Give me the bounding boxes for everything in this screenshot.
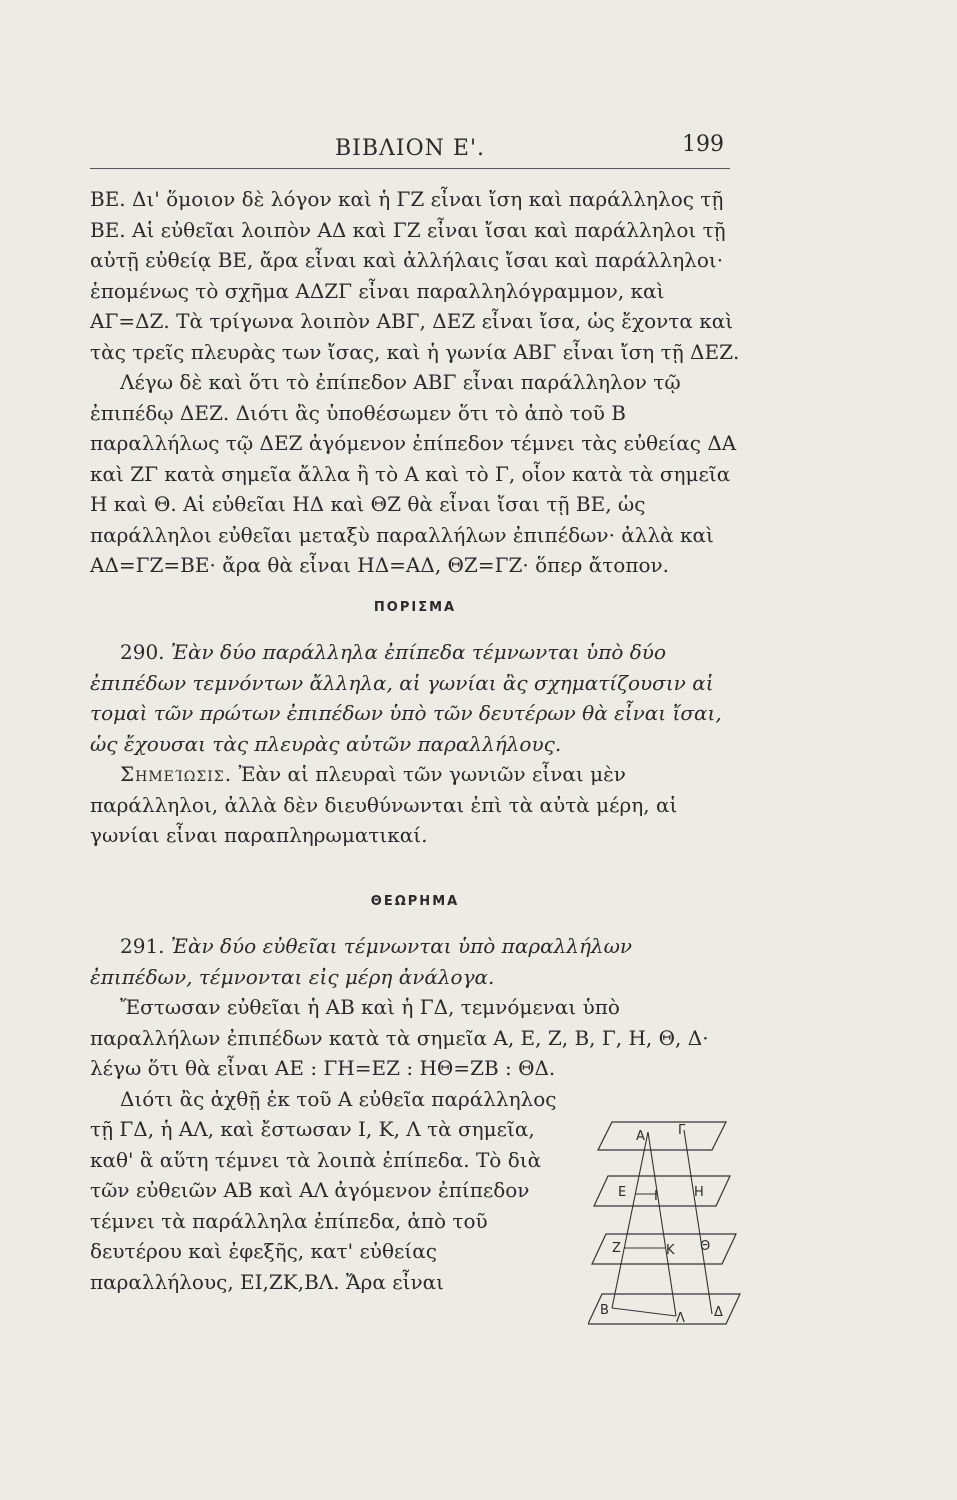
proposition-number-290: 290.	[120, 640, 165, 664]
label-D: Δ	[714, 1305, 723, 1320]
note	[90, 759, 740, 851]
paragraph-3: Ἔστωσαν εὐθεῖαι ἡ ΑΒ καὶ ἡ ΓΔ, τεμνόμεναι ὑπὸ παραλλήλων ἐπιπέδων κατὰ τὰ σημεῖα Α, Ε, Ζ, Β, Γ, Η, Θ, Δ· λέγω ὅτι θὰ εἶναι ΑΕ : ΓΗ=ΕΖ : ΗΘ=ΖΒ : ΘΔ.	[90, 995, 709, 1080]
proposition-291	[90, 931, 740, 992]
label-K: Κ	[666, 1243, 675, 1258]
figure-svg	[588, 1116, 748, 1338]
note-text: Ἐὰν αἱ πλευραὶ τῶν γωνιῶν εἶναι μὲν παράλληλοι, ἀλλὰ δὲν διευθύνωνται ἐπὶ τὰ αὐτὰ μέρη, αἱ γωνίαι εἶναι παραπληρωματικαί.	[90, 762, 678, 847]
heading-theorema: ΘΕΩΡΗΜΑ	[370, 893, 460, 909]
line-GD	[684, 1130, 712, 1314]
label-L: Λ	[676, 1311, 685, 1326]
line-AB	[612, 1132, 648, 1308]
proposition-number-291: 291.	[120, 934, 165, 958]
page-number: 199	[682, 132, 724, 157]
line-BL	[612, 1308, 676, 1316]
proposition-text-290: Ἐὰν δύο παράλληλα ἐπίπεδα τέμνωνται ὑπὸ δύο ἐπιπέδων τεμνόντων ἄλληλα, αἱ γωνίαι ἂς σχηματίζουσιν αἱ τομαὶ τῶν πρώτων ἐπιπέδων ὑπὸ τῶν δευτέρων θὰ εἶναι ἴσαι, ὡς ἔχουσαι τὰς πλευρὰς αὐτῶν παραλλήλους.	[90, 640, 722, 756]
geometric-figure	[588, 1116, 748, 1338]
heading-porisma: ΠΟΡΙΣΜΑ	[373, 599, 457, 615]
line-AL	[648, 1132, 676, 1316]
label-A: Α	[636, 1129, 645, 1144]
plane-2	[594, 1176, 730, 1206]
label-H: Η	[694, 1185, 704, 1200]
label-I: Ι	[654, 1189, 658, 1204]
note-label: Σημείωσις.	[120, 762, 233, 786]
proposition-290	[90, 637, 740, 759]
paragraph-4: Διότι ἂς ἀχθῇ ἐκ τοῦ Α εὐθεῖα παράλληλος τῇ ΓΔ, ἡ ΑΛ, καὶ ἔστωσαν Ι, Κ, Λ τὰ σημεῖα, καθ' ἃ αὕτη τέμνει τὰ λοιπὰ ἐπίπεδα. Τὸ διὰ τῶν εὐθειῶν ΑΒ καὶ ΑΛ ἀγόμενον ἐπίπεδον τέμνει τὰ παράλληλα ἐπίπεδα, ἀπὸ τοῦ δευτέρου καὶ ἐφεξῆς, κατ' εὐθείας παραλλήλους, ΕΙ,ΖΚ,ΒΛ. Ἄρα εἶναι	[90, 1086, 557, 1294]
book-title: ΒΙΒΛΙΟΝ Ε'.	[335, 136, 485, 161]
plane-1	[598, 1122, 726, 1150]
label-Z: Ζ	[612, 1241, 621, 1256]
label-G: Γ	[678, 1123, 686, 1138]
paragraph-1: ΒΕ. Δι' ὅμοιον δὲ λόγον καὶ ἡ ΓΖ εἶναι ἴση καὶ παράλληλος τῇ ΒΕ. Αἱ εὐθεῖαι λοιπὸν ΑΔ καὶ ΓΖ εἶναι ἴσαι καὶ παράλληλοι τῇ αὐτῇ εὐθείᾳ ΒΕ, ἄρα εἶναι καὶ ἀλλήλαις ἴσαι καὶ παράλληλοι· ἑπομένως τὸ σχῆμα ΑΔΖΓ εἶναι παραλληλόγραμμον, καὶ ΑΓ=ΔΖ. Τὰ τρίγωνα λοιπὸν ΑΒΓ, ΔΕΖ εἶναι ἴσα, ὡς ἔχοντα καὶ τὰς τρεῖς πλευρὰς των ἴσας, καὶ ἡ γωνία ΑΒΓ εἶναι ἴση τῇ ΔΕΖ.	[90, 187, 740, 364]
paragraph-2: Λέγω δὲ καὶ ὅτι τὸ ἐπίπεδον ΑΒΓ εἶναι παράλληλον τῷ ἐπιπέδῳ ΔΕΖ. Διότι ἂς ὑποθέσωμεν ὅτι τὸ ἀπὸ τοῦ Β παραλλήλως τῷ ΔΕΖ ἀγόμενον ἐπίπεδον τέμνει τὰς εὐθείας ΔΑ καὶ ΖΓ κατὰ σημεῖα ἄλλα ἢ τὸ Α καὶ τὸ Γ, οἷον κατὰ τὰ σημεῖα Η καὶ Θ. Αἱ εὐθεῖαι ΗΔ καὶ ΘΖ θὰ εἶναι ἴσαι τῇ ΒΕ, ὡς παράλληλοι εὐθεῖαι μεταξὺ παραλλήλων ἐπιπέδων· ἀλλὰ καὶ ΑΔ=ΓΖ=ΒΕ· ἄρα θὰ εἶναι ΗΔ=ΑΔ, ΘΖ=ΓΖ· ὅπερ ἄτοπον.	[90, 370, 737, 577]
proposition-text-291: Ἐὰν δύο εὐθεῖαι τέμνωνται ὑπὸ παραλλήλων ἐπιπέδων, τέμνονται εἰς μέρη ἀνάλογα.	[90, 934, 633, 989]
running-head	[90, 132, 730, 169]
label-E: Ε	[618, 1185, 627, 1200]
label-Th: Θ	[700, 1239, 711, 1254]
label-B: Β	[600, 1303, 609, 1318]
